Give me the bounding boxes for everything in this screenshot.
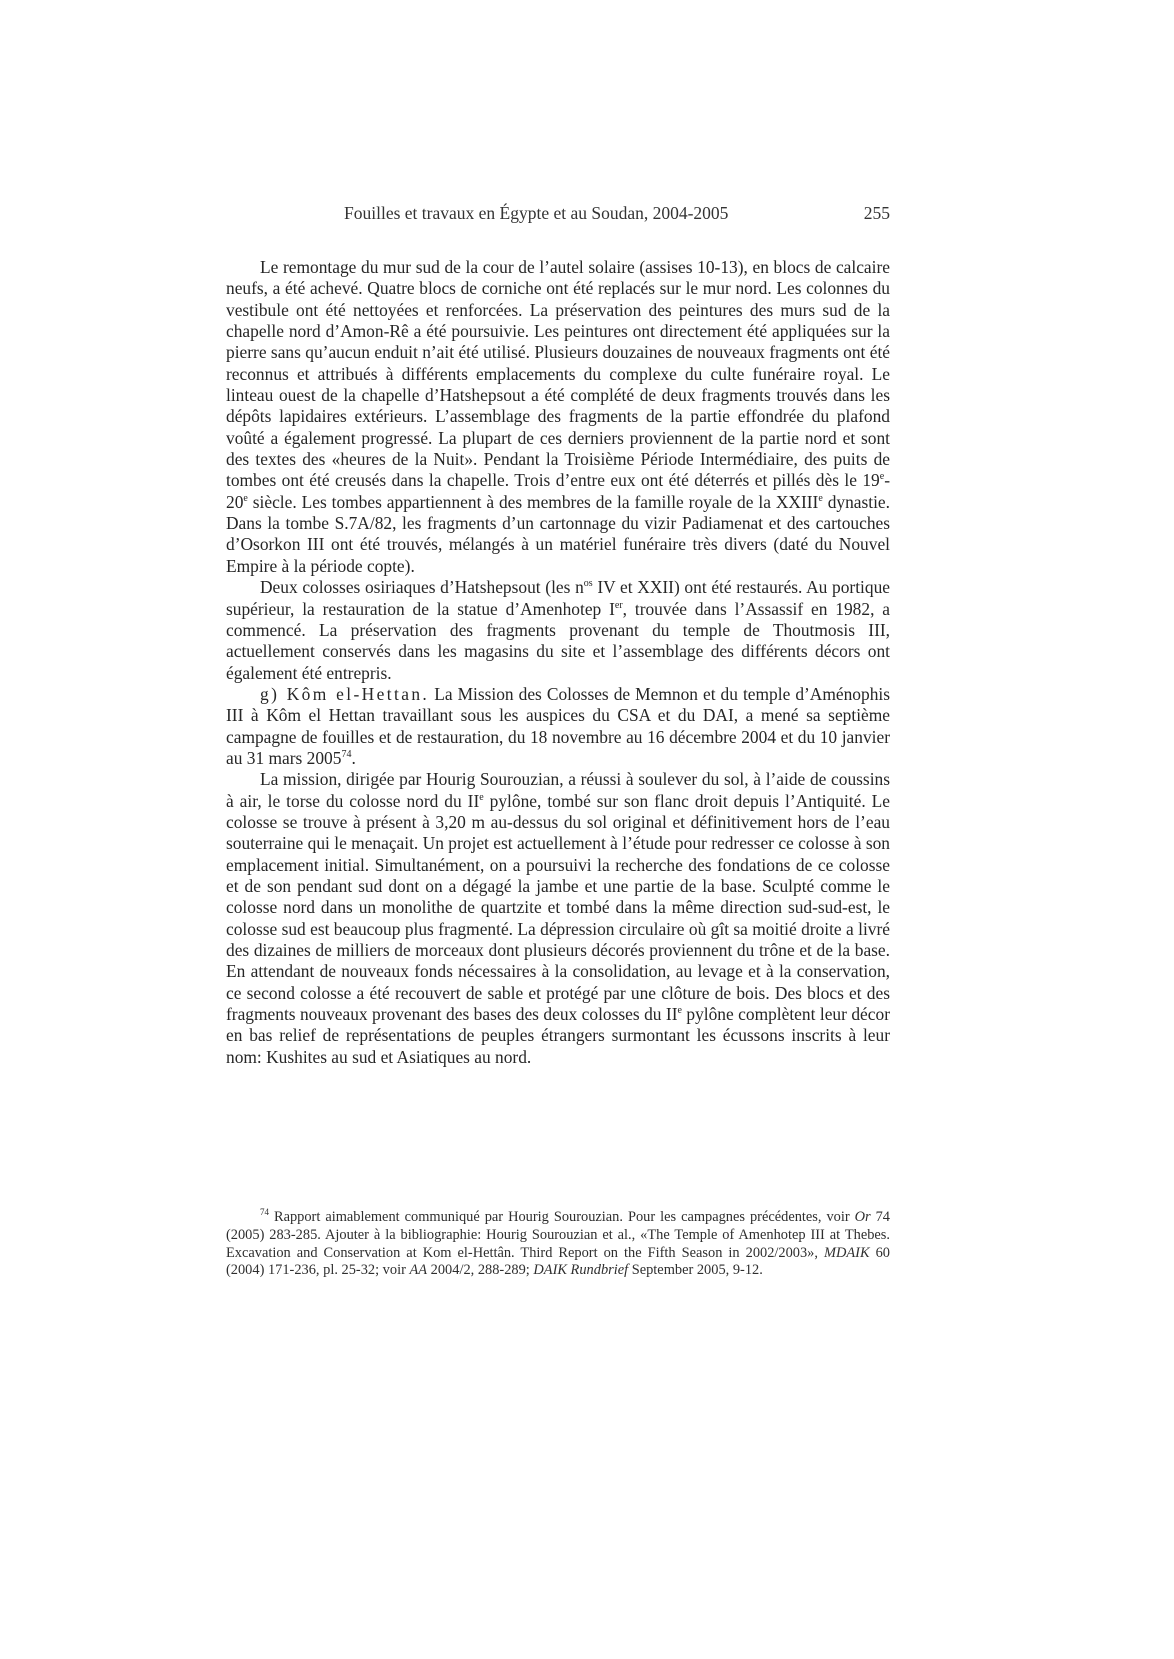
superscript: e [818,492,823,504]
paragraph-2-text: IV et XXII) ont été restaurés. Au portique supérieur, la restauration de la statue d’Amenhotep I [226,577,890,619]
footnote-74 [226,1209,890,1280]
paragraph-3-text: . [351,747,356,768]
footnote-number: 74 [260,1207,269,1218]
superscript: er [614,599,623,611]
superscript: e [243,492,248,504]
superscript: e [677,1005,682,1017]
paragraph-4-text: pylône complètent leur décor en bas relief de représentations de peuples étrangers surmontant les écussons inscrits à leur nom: Kushites au sud et Asiatiques au nord. [226,1004,890,1067]
footnote-segment: September 2005, 9-12. [628,1262,763,1279]
journal-title: MDAIK [824,1244,870,1261]
footnote-text [226,1209,890,1280]
paragraph-2-text: Deux colosses osiriaques d’Hatshepsout (les n [260,577,584,598]
footnote-segment: 74 (2005) 283-285. Ajouter à la bibliographie: Hourig Sourouzian et al., «The Temple of Amenhotep III at Thebes. Excavation and Conservation at Kom el-Hettân. Third Report on the Fifth Season in 2002/2003», [226,1209,890,1261]
footnote-segment: Rapport aimablement communiqué par Hourig Sourouzian. Pour les campagnes précédentes, voir [269,1209,855,1225]
paragraph-1-text: -20 [226,470,890,512]
paragraph-4-text: pylône, tombé sur son flanc droit depuis l’Antiquité. Le colosse se trouve à présent à 3,20 m au-dessus du sol original et définitivement hors de l’eau souterraine qui le menaçait. Un projet est actuellement à l’étude pour redresser ce colosse à son emplacement initial. Simultanément, on a poursuivi la recherche des fondations de ce colosse et de son pendant sud dont on a dégagé la jambe et une partie de la base. Sculpté comme le colosse nord dans un monolithe de quartzite et tombé dans la même direction sud-sud-est, le colosse sud est beaucoup plus fragmenté. La dépression circulaire où gît sa moitié droite a livré des dizaines de milliers de morceaux dont plusieurs décorés proviennent du trône et de la base. En attendant de nouveaux fonds nécessaires à la consolidation, au levage et à la conservation, ce second colosse a été recouvert de sable et protégé par une clôture de bois. Des blocs et des fragments nouveaux provenant des bases des deux colosses du II [226,790,890,1025]
journal-title: AA [409,1262,428,1279]
paragraph-3 [226,684,890,769]
journal-title: DAIK Rundbrief [533,1262,629,1279]
body-text [226,257,890,1068]
superscript: os [583,578,593,590]
paragraph-1-text: dynastie. Dans la tombe S.7A/82, les fragments d’un cartonnage du vizir Padiamenat et des cartouches d’Osorkon III ont été trouvés, mélangés à un matériel funéraire très divers (daté du Nouvel Empire à la période copte). [226,491,890,576]
page-number: 255 [863,203,890,223]
footnote-reference: 74 [341,749,352,761]
paragraph-1 [226,257,890,577]
paragraph-4-text: La mission, dirigée par Hourig Sourouzian, a réussi à soulever du sol, à l’aide de coussins à air, le torse du colosse nord du II [226,769,890,811]
superscript: e [879,471,885,483]
section-label: g) Kôm el-Hettan. [260,683,430,704]
footnote-segment: 60 (2004) 171-236, pl. 25-32; voir [226,1244,890,1279]
paragraph-3-text: La Mission des Colosses de Memnon et du temple d’Aménophis III à Kôm el Hettan travaillant sous les auspices du CSA et du DAI, a mené sa septième campagne de fouilles et de restauration, du 18 novembre au 16 décembre 2004 et du 10 janvier au 31 mars 2005 [226,683,890,768]
paragraph-2-text: , trouvée dans l’Assassif en 1982, a commencé. La préservation des fragments provenant du temple de Thoutmosis III, actuellement conservés dans les magasins du site et l’assemblage des différents décors ont également été entrepris. [226,598,890,683]
paragraph-1-text: Le remontage du mur sud de la cour de l’autel solaire (assises 10-13), en blocs de calcaire neufs, a été achevé. Quatre blocs de corniche ont été replacés sur le mur nord. Les colonnes du vestibule ont été nettoyées et renforcées. La préservation des peintures des murs sud de la chapelle nord d’Amon-Rê a été poursuivie. Les peintures ont directement été appliquées sur la pierre sans qu’aucun enduit n’ait été utilisé. Plusieurs douzaines de nouveaux fragments ont été reconnus et attribués à différents emplacements du complexe du culte funéraire royal. Le linteau ouest de la chapelle d’Hatshepsout a été complété de deux fragments trouvés dans les dépôts lapidaires extérieurs. L’assemblage des fragments de la partie effondrée du plafond voûté a également progressé. La plupart de ces derniers proviennent de la partie nord et sont des textes des «heures de la Nuit». Pendant la Troisième Période Intermédiaire, des puits de tombes ont été creusés dans la chapelle. Trois d’entre eux ont été déterrés et pillés dès le 19 [226,257,890,491]
paragraph-4 [226,769,890,1068]
paragraph-2 [226,577,890,684]
running-title: Fouilles et travaux en Égypte et au Soudan, 2004-2005 [344,203,729,223]
journal-title: Or [854,1209,871,1225]
paragraph-1-text: siècle. Les tombes appartiennent à des membres de la famille royale de la XXIII [247,491,819,512]
superscript: e [479,791,484,803]
footnote-segment: 2004/2, 288-289; [427,1262,534,1279]
